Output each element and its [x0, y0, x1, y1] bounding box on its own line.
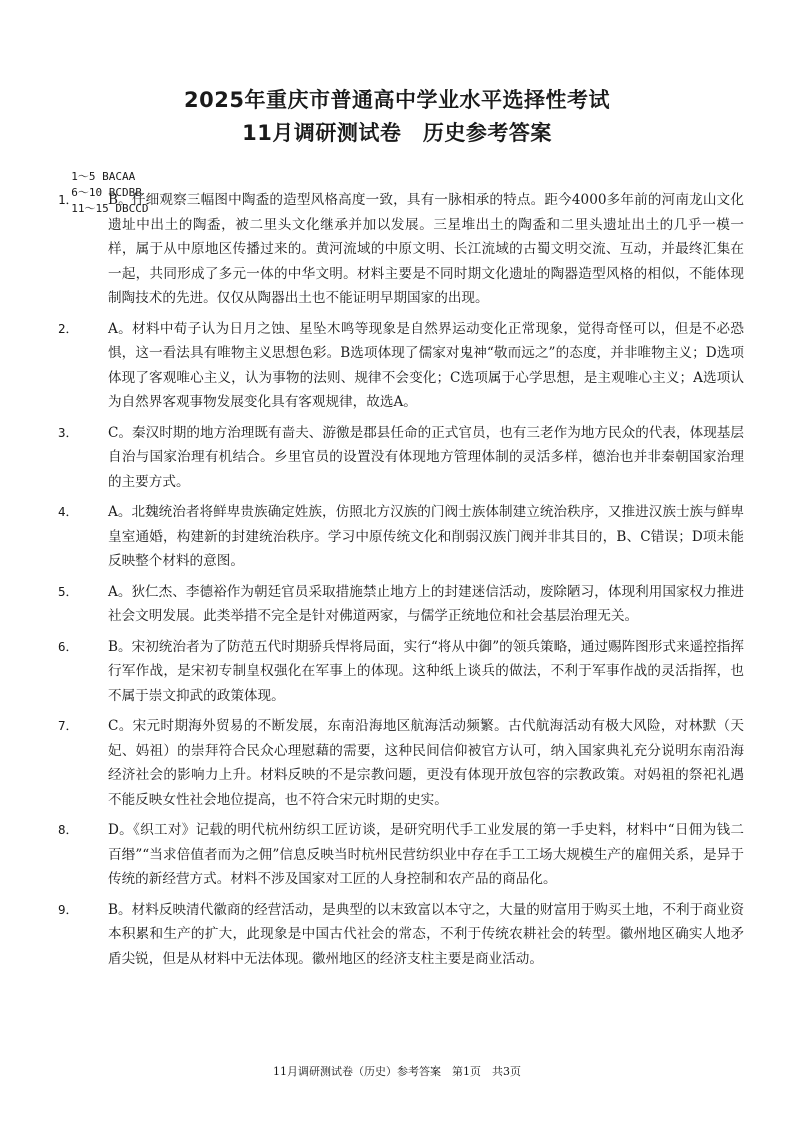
explanation-item	[58, 818, 744, 892]
item-text: B。仔细观察三幅图中陶盉的造型风格高度一致，具有一脉相承的特点。距今4000多年前的河南龙山文化遗址中出土的陶盉，被二里头文化继承并加以发展。三星堆出土的陶盉和二里头遗址出土的几乎一模一样，属于从中原地区传播过来的。黄河流域的中原文明、长江流域的古蜀文明交流、互动，并最终汇集在一起，共同形成了多元一体的中华文明。材料主要是不同时期文化遗址的陶器造型风格的相似，不能体现制陶技术的先进。仅仅从陶器出土也不能证明早期国家的出现。	[108, 192, 744, 306]
item-text: A。狄仁杰、李德裕作为朝廷官员采取措施禁止地方上的封建迷信活动，废除陋习，体现利用国家权力推进社会文明发展。此类举措不完全是针对佛道两家，与儒学正统地位和社会基层治理无关。	[108, 583, 744, 624]
item-number: 5．	[58, 583, 79, 599]
explanation-list	[58, 188, 744, 977]
item-text: C。宋元时期海外贸易的不断发展，东南沿海地区航海活动频繁。古代航海活动有极大风险，对林默（天妃、妈祖）的崇拜符合民众心理慰藉的需要，这种民间信仰被官方认可，纳入国家典礼充分说明东南沿海经济社会的影响力上升。材料反映的不是宗教问题，更没有体现开放包容的宗教政策。对妈祖的祭祀礼遇不能反映女性社会地位提高，也不符合宋元时期的史实。	[108, 718, 744, 808]
page-footer: 11月调研测试卷（历史）参考答案 第1页 共3页	[273, 1065, 521, 1078]
item-number: 9．	[58, 901, 79, 917]
item-number: 2．	[58, 320, 79, 336]
explanation-item	[58, 421, 744, 495]
answer-key-group: 11～15 DBCCD	[71, 202, 149, 215]
answer-key-group: 6～10 BCDBB	[71, 186, 142, 199]
item-text: B。材料反映清代徽商的经营活动，是典型的以末致富以本守之，大量的财富用于购买土地，不利于商业资本积累和生产的扩大，此现象是中国古代社会的常态，不利于传统农耕社会的转型。徽州地区确实人地矛盾尖锐，但是从材料中无法体现。徽州地区的经济支柱主要是商业活动。	[108, 901, 744, 967]
item-number: 3．	[58, 424, 79, 440]
item-number: 6．	[58, 638, 79, 654]
item-text: C。秦汉时期的地方治理既有啬夫、游徼是郡县任命的正式官员，也有三老作为地方民众的代表，体现基层自治与国家治理有机结合。乡里官员的设置没有体现地方管理体制的灵活多样，德治也并非秦朝国家治理的主要方式。	[108, 424, 744, 490]
explanation-item	[58, 500, 744, 574]
document-title: 2025年重庆市普通高中学业水平选择性考试	[184, 88, 610, 112]
item-number: 7．	[58, 718, 79, 733]
explanation-item	[58, 317, 744, 415]
item-text: B。宋初统治者为了防范五代时期骄兵悍将局面，实行“将从中御”的领兵策略，通过赐阵图形式来遥控指挥行军作战，是宋初专制皇权强化在军事上的体现。这种纸上谈兵的做法，不利于军事作战的灵活指挥，也不属于崇文抑武的政策体现。	[108, 638, 744, 704]
item-text: D。《织工对》记载的明代杭州纺织工匠访谈，是研究明代手工业发展的第一手史料，材料中“日佣为钱二百缗”“当求倍值者而为之佣”信息反映当时杭州民营纺织业中存在手工工场大规模生产的雇佣关系，是异于传统的新经营方式。材料不涉及国家对工匠的人身控制和农产品的商品化。	[108, 822, 744, 887]
item-text: A。材料中荀子认为日月之蚀、星坠木鸣等现象是自然界运动变化正常现象，觉得奇怪可以，但是不必恐惧，这一看法具有唯物主义思想色彩。B选项体现了儒家对鬼神“敬而远之”的态度，并非唯物主义；D选项体现了客观唯心主义，认为事物的法则、规律不会变化；C选项属于心学思想，是主观唯心主义；A选项认为自然界客观事物发展变化具有客观规律，故选A。	[108, 320, 744, 410]
item-text: A。北魏统治者将鲜卑贵族确定姓族，仿照北方汉族的门阀士族体制建立统治秩序，又推进汉族士族与鲜卑皇室通婚，构建新的封建统治秩序。学习中原传统文化和削弱汉族门阀并非其目的，B、C错误；D项未能反映整个材料的意图。	[108, 504, 744, 569]
explanation-item	[58, 714, 744, 812]
item-number: 4．	[58, 504, 79, 519]
explanation-item	[58, 635, 744, 709]
explanation-item	[58, 580, 744, 629]
explanation-item	[58, 898, 744, 972]
item-number: 8．	[58, 822, 79, 837]
answer-key-group: 1～5 BACAA	[71, 170, 136, 183]
explanation-item	[58, 188, 744, 311]
item-number: 1．	[58, 192, 79, 207]
document-subtitle: 11月调研测试卷 历史参考答案	[242, 121, 552, 145]
